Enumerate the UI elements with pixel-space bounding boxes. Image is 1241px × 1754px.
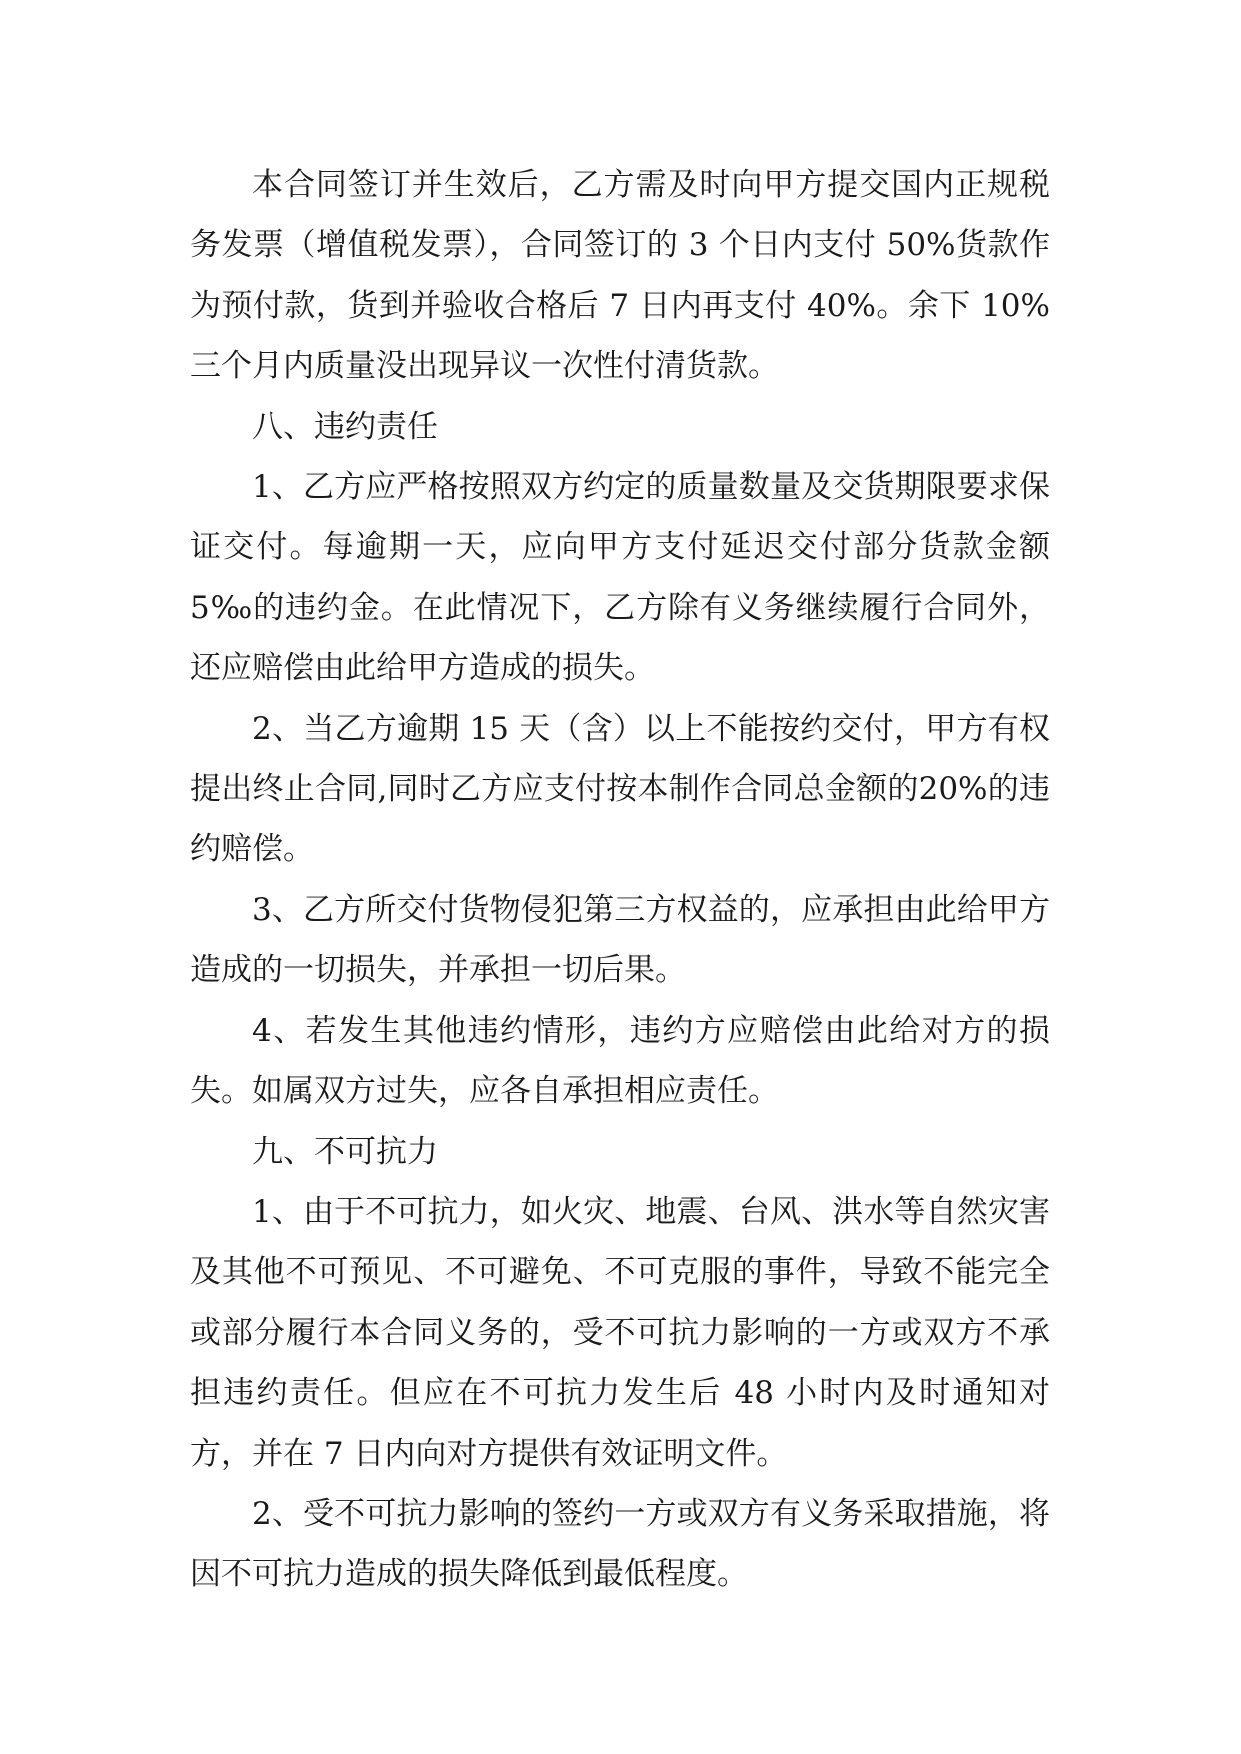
- clause-paragraph: 1、乙方应严格按照双方约定的质量数量及交货期限要求保证交付。每逾期一天，应向甲方支付延迟交付部分货款金额 5‰的违约金。在此情况下，乙方除有义务继续履行合同外，还应赔偿由此给甲方造成的损失。: [190, 469, 1050, 687]
- payment-terms-paragraph: 本合同签订并生效后，乙方需及时向甲方提交国内正规税务发票（增值税发票），合同签订的 3 个日内支付 50%货款作为预付款，货到并验收合格后 7 日内再支付 40%。余下 10%三个月内质量没出现异议一次性付清货款。: [190, 167, 1050, 385]
- clause-paragraph: 1、由于不可抗力，如火灾、地震、台风、洪水等自然灾害及其他不可预见、不可避免、不可克服的事件，导致不能完全或部分履行本合同义务的，受不可抗力影响的一方或双方不承担违约责任。但应在不可抗力发生后 48 小时内及时通知对方，并在 7 日内向对方提供有效证明文件。: [190, 1193, 1050, 1472]
- section-heading-force-majeure: 九、不可抗力: [252, 1133, 438, 1170]
- clause-paragraph: 2、受不可抗力影响的签约一方或双方有义务采取措施，将因不可抗力造成的损失降低到最低程度。: [190, 1495, 1050, 1593]
- section-heading-breach-liability: 八、违约责任: [252, 408, 438, 445]
- document-body: [190, 155, 1050, 1605]
- clause-paragraph: 3、乙方所交付货物侵犯第三方权益的，应承担由此给甲方造成的一切损失，并承担一切后果。: [190, 891, 1050, 989]
- clause-paragraph: 4、若发生其他违约情形，违约方应赔偿由此给对方的损失。如属双方过失，应各自承担相应责任。: [190, 1012, 1050, 1110]
- clause-paragraph: 2、当乙方逾期 15 天（含）以上不能按约交付，甲方有权提出终止合同,同时乙方应支付按本制作合同总金额的20%的违约赔偿。: [190, 710, 1050, 868]
